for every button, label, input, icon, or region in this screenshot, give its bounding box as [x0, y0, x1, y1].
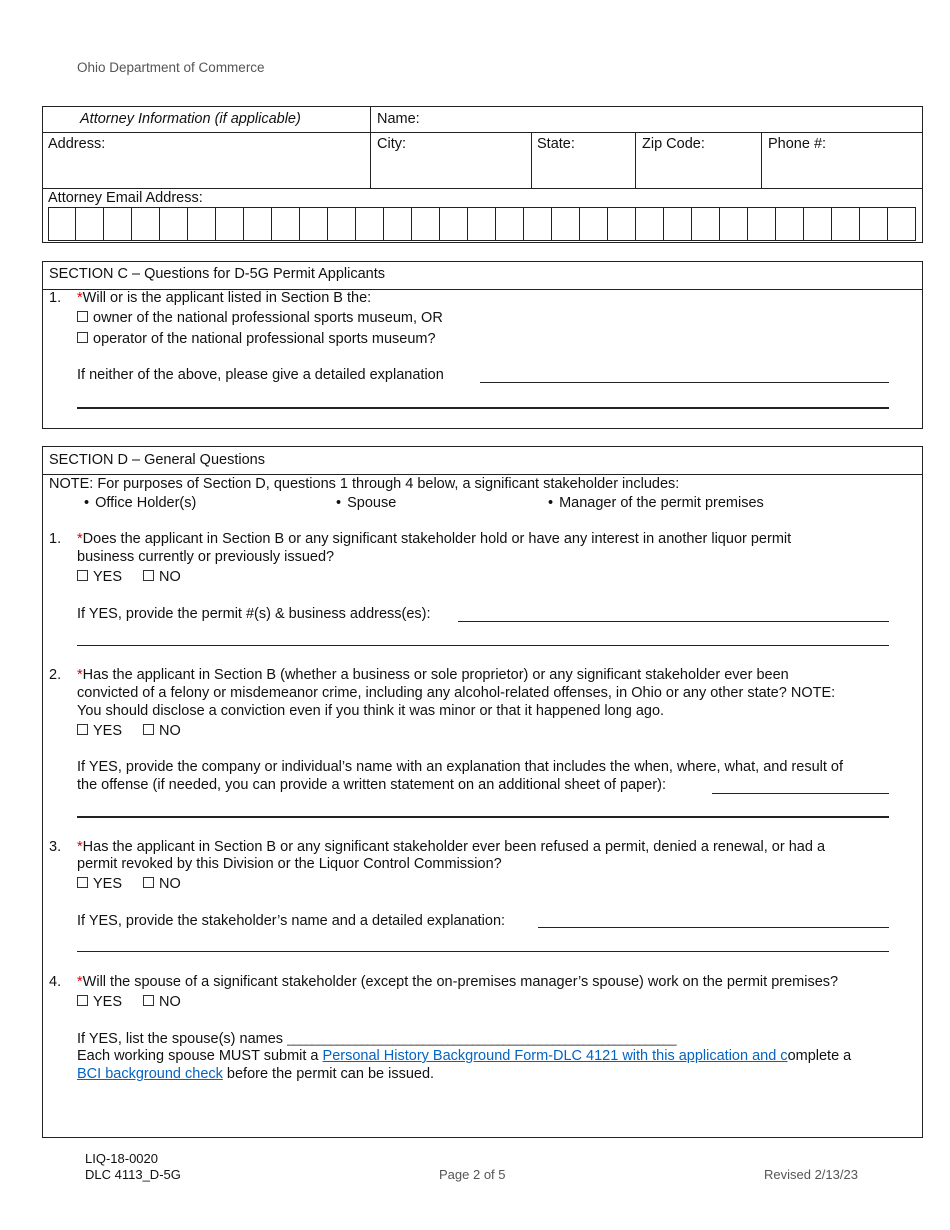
checkbox[interactable]	[77, 311, 88, 322]
city-field[interactable]: City:	[377, 136, 406, 152]
q1-yes[interactable]: YES	[77, 569, 122, 585]
email-char-box[interactable]	[692, 207, 720, 241]
section-d-title: SECTION D – General Questions	[49, 452, 265, 468]
explanation-line[interactable]	[480, 382, 889, 383]
email-char-box[interactable]	[48, 207, 76, 241]
operator-option[interactable]: operator of the national professional sports museum?	[77, 331, 436, 347]
q1-no[interactable]: NO	[143, 569, 181, 585]
q4-no[interactable]: NO	[143, 994, 181, 1010]
section-c-title: SECTION C – Questions for D-5G Permit Applicants	[49, 266, 386, 282]
checkbox[interactable]	[77, 332, 88, 343]
email-char-box[interactable]	[888, 207, 916, 241]
email-char-box[interactable]	[468, 207, 496, 241]
explanation-label: If neither of the above, please give a detailed explanation	[77, 367, 444, 383]
email-char-box[interactable]	[748, 207, 776, 241]
email-char-box[interactable]	[832, 207, 860, 241]
email-char-box[interactable]	[104, 207, 132, 241]
address-field[interactable]: Address:	[48, 136, 106, 152]
email-char-box[interactable]	[440, 207, 468, 241]
email-char-box[interactable]	[384, 207, 412, 241]
question-2: *Has the applicant in Section B (whether a business or sole proprietor) or any significant stakeholder ever been	[77, 667, 789, 683]
email-char-box[interactable]	[580, 207, 608, 241]
q2-yes[interactable]: YES	[77, 723, 122, 739]
q3-no[interactable]: NO	[143, 876, 181, 892]
question-number: 1.	[49, 290, 62, 306]
q4-instructions-cont: BCI background check before the permit can be issued.	[77, 1066, 435, 1082]
email-char-box[interactable]	[720, 207, 748, 241]
q4-yes[interactable]: YES	[77, 994, 122, 1010]
question-3-cont: permit revoked by this Division or the Liquor Control Commission?	[77, 856, 502, 872]
bullet-spouse: • Spouse	[336, 495, 396, 511]
owner-option[interactable]: owner of the national professional sports museum, OR	[77, 310, 443, 326]
q3-answer-line-2[interactable]	[77, 951, 889, 952]
email-char-box[interactable]	[244, 207, 272, 241]
email-char-box[interactable]	[664, 207, 692, 241]
q1-answer-line[interactable]	[458, 621, 889, 622]
bullet-office-holder: • Office Holder(s)	[84, 495, 196, 511]
question-2-cont: You should disclose a conviction even if you think it was minor or that it happened long ago.	[77, 703, 665, 719]
email-char-box[interactable]	[412, 207, 440, 241]
email-char-box[interactable]	[608, 207, 636, 241]
email-char-box[interactable]	[552, 207, 580, 241]
q2-followup-label-cont: the offense (if needed, you can provide a written statement on an additional sheet of paper):	[77, 777, 666, 793]
personal-history-form-link[interactable]: Personal History Background Form-DLC 4121 with this application and c	[322, 1048, 788, 1064]
question-number: 1.	[49, 531, 62, 547]
bci-background-check-link[interactable]: BCI background check	[77, 1066, 223, 1082]
question-1: *Does the applicant in Section B or any significant stakeholder hold or have any interest in another liquor permit	[77, 531, 792, 547]
question-3: *Has the applicant in Section B or any significant stakeholder ever been refused a permit, denied a renewal, or had a	[77, 839, 826, 855]
q4-instructions: Each working spouse MUST submit a Personal History Background Form-DLC 4121 with this application and complete a	[77, 1048, 852, 1064]
email-char-box[interactable]	[300, 207, 328, 241]
q2-answer-line[interactable]	[712, 793, 889, 794]
q1-followup-label: If YES, provide the permit #(s) & business address(es):	[77, 606, 431, 622]
bullet-manager: • Manager of the permit premises	[548, 495, 764, 511]
checkbox[interactable]	[77, 995, 88, 1006]
question-number: 3.	[49, 839, 62, 855]
checkbox[interactable]	[143, 877, 154, 888]
question-1-cont: business currently or previously issued?	[77, 549, 335, 565]
q3-yes[interactable]: YES	[77, 876, 122, 892]
checkbox[interactable]	[77, 724, 88, 735]
email-char-box[interactable]	[860, 207, 888, 241]
spouse-names-blank[interactable]: _______________________________________________________________	[287, 1032, 677, 1046]
q3-answer-line[interactable]	[538, 927, 889, 928]
email-char-box[interactable]	[804, 207, 832, 241]
checkbox[interactable]	[143, 570, 154, 581]
email-char-box[interactable]	[524, 207, 552, 241]
email-char-box[interactable]	[188, 207, 216, 241]
q3-followup-label: If YES, provide the stakeholder’s name and a detailed explanation:	[77, 913, 506, 929]
agency-header: Ohio Department of Commerce	[77, 60, 265, 75]
email-char-box[interactable]	[272, 207, 300, 241]
email-char-box[interactable]	[776, 207, 804, 241]
explanation-line-2[interactable]	[77, 407, 889, 409]
form-code: LIQ-18-0020	[85, 1151, 158, 1166]
revised-date: Revised 2/13/23	[764, 1167, 858, 1182]
stakeholder-note: NOTE: For purposes of Section D, questions 1 through 4 below, a significant stakeholder includes:	[49, 476, 680, 492]
question-number: 2.	[49, 667, 62, 683]
question-4: *Will the spouse of a significant stakeholder (except the on-premises manager’s spouse) work on the permit premises?	[77, 974, 839, 990]
checkbox[interactable]	[143, 724, 154, 735]
email-char-box[interactable]	[160, 207, 188, 241]
email-char-box[interactable]	[496, 207, 524, 241]
email-char-box[interactable]	[76, 207, 104, 241]
email-label: Attorney Email Address:	[48, 190, 203, 206]
section-c-question-1: *Will or is the applicant listed in Section B the:	[77, 290, 372, 306]
page-number: Page 2 of 5	[439, 1167, 506, 1182]
email-input-boxes[interactable]	[48, 207, 916, 241]
question-2-cont: convicted of a felony or misdemeanor crime, including any alcohol-related offenses, in Ohio or any other state? NOTE:	[77, 685, 836, 701]
email-char-box[interactable]	[132, 207, 160, 241]
q4-followup: If YES, list the spouse(s) names _______________________________________________________________	[77, 1031, 677, 1047]
q2-answer-line-2[interactable]	[77, 816, 889, 818]
state-field[interactable]: State:	[537, 136, 575, 152]
zip-field[interactable]: Zip Code:	[642, 136, 705, 152]
attorney-title: Attorney Information (if applicable)	[80, 111, 301, 127]
email-char-box[interactable]	[328, 207, 356, 241]
phone-field[interactable]: Phone #:	[768, 136, 827, 152]
checkbox[interactable]	[143, 995, 154, 1006]
form-number: DLC 4113_D-5G	[85, 1167, 181, 1182]
checkbox[interactable]	[77, 570, 88, 581]
q2-no[interactable]: NO	[143, 723, 181, 739]
email-char-box[interactable]	[356, 207, 384, 241]
name-field[interactable]: Name:	[377, 111, 420, 127]
question-number: 4.	[49, 974, 62, 990]
email-char-box[interactable]	[636, 207, 664, 241]
q2-followup-label: If YES, provide the company or individual’s name with an explanation that includes the when, where, what, and result of	[77, 759, 844, 775]
checkbox[interactable]	[77, 877, 88, 888]
q1-answer-line-2[interactable]	[77, 645, 889, 646]
email-char-box[interactable]	[216, 207, 244, 241]
